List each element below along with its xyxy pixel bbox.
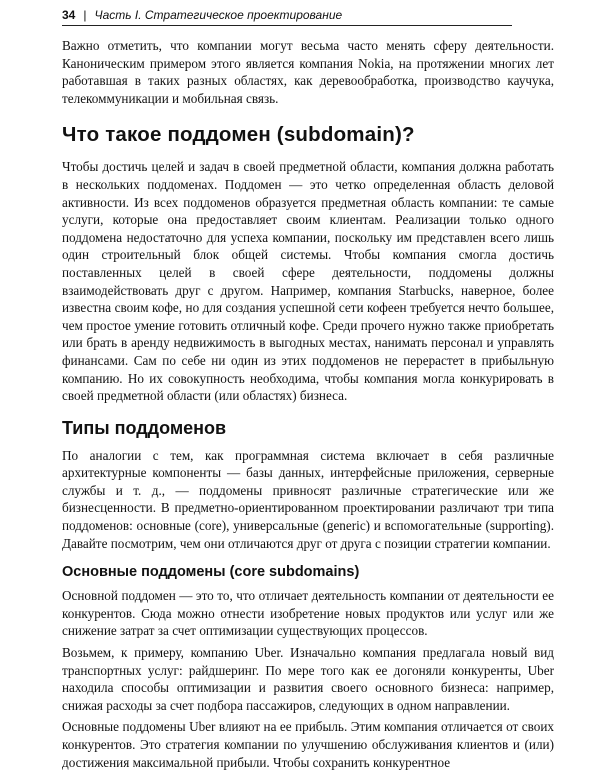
paragraph-uber-example: Возьмем, к примеру, компанию Uber. Изначально компания предлагала новый вид транспортных услуг: райдшеринг. По мере того как ее догоняли конкуренты, Uber находила способы оптимизации и развития своего основного бизнеса: например, снижая расходы за счет подбора пассажиров, следующих в одном направлении. [62, 645, 554, 713]
heading-what-is-subdomain: Что такое поддомен (subdomain)? [62, 123, 415, 147]
heading-subdomain-types: Типы поддоменов [62, 417, 227, 438]
running-title: Часть I. Стратегическое проектирование [94, 8, 343, 22]
header-separator: | [83, 8, 87, 22]
page-number: 34 [62, 8, 76, 22]
running-header [62, 8, 512, 26]
paragraph-uber-core: Основные поддомены Uber влияют на ее прибыль. Этим компания отличается от своих конкурентов. Это стратегия компании по улучшению обслуживания клиентов и (или) достижения максимальной прибыли. Чтобы сохранить конкурентное [62, 719, 554, 770]
paragraph-nokia: Важно отметить, что компании могут весьма часто менять сферу деятельности. Каноническим примером этого является компания Nokia, на протяжении многих лет работавшая в таких разных областях, как деревообработка, производство каучука, телекоммуникации и мобильная связь. [62, 38, 554, 106]
paragraph-subdomain-types: По аналогии с тем, как программная система включает в себя различные архитектурные компоненты — базы данных, интерфейсные приложения, серверные службы и т. д., — поддомены привносят различные стратегические или же бизнесценности. В предметно-ориентированном проектировании различают три типа поддоменов: основные (core), универсальные (generic) и вспомогательные (supporting). Давайте посмотрим, чем они отличаются друг от друга с позиции стратегии компании. [62, 447, 554, 551]
heading-core-subdomains: Основные поддомены (core subdomains) [62, 564, 360, 581]
paragraph-core-definition: Основной поддомен — это то, что отличает деятельность компании от деятельности ее конкурентов. Сюда можно отнести изобретение новых продуктов или услуг или же снижение затрат за счет оптимизации существующих процессов. [62, 588, 554, 639]
paragraph-subdomain-definition: Чтобы достичь целей и задач в своей предметной области, компания должна работать в нескольких поддоменах. Поддомен — это четко определенная область деловой активности. Из всех поддоменов образуется предметная область компании: те самые услуги, которые она предоставляет своим клиентам. Реализации только одного поддомена недостаточно для успеха компании, поскольку им представлен всего лишь один строительный блок общей системы. Чтобы компания смогла достичь поставленных целей в своей сфере деятельности, поддомены должны взаимодействовать друг с другом. Например, компания Starbucks, наверное, более известна своим кофе, но для создания успешной сети кофеен требуется нечто большее, чем простое умение готовить отличный кофе. Среди прочего нужно также приобретать или брать в аренду недвижимость в выгодных местах, нанимать персонал и управлять финансами. Сам по себе ни один из этих поддоменов не перерастет в прибыльную компанию. Но их совокупность необходима, чтобы компания могла конкурировать в своей предметной области (или областях) бизнеса. [62, 159, 554, 404]
